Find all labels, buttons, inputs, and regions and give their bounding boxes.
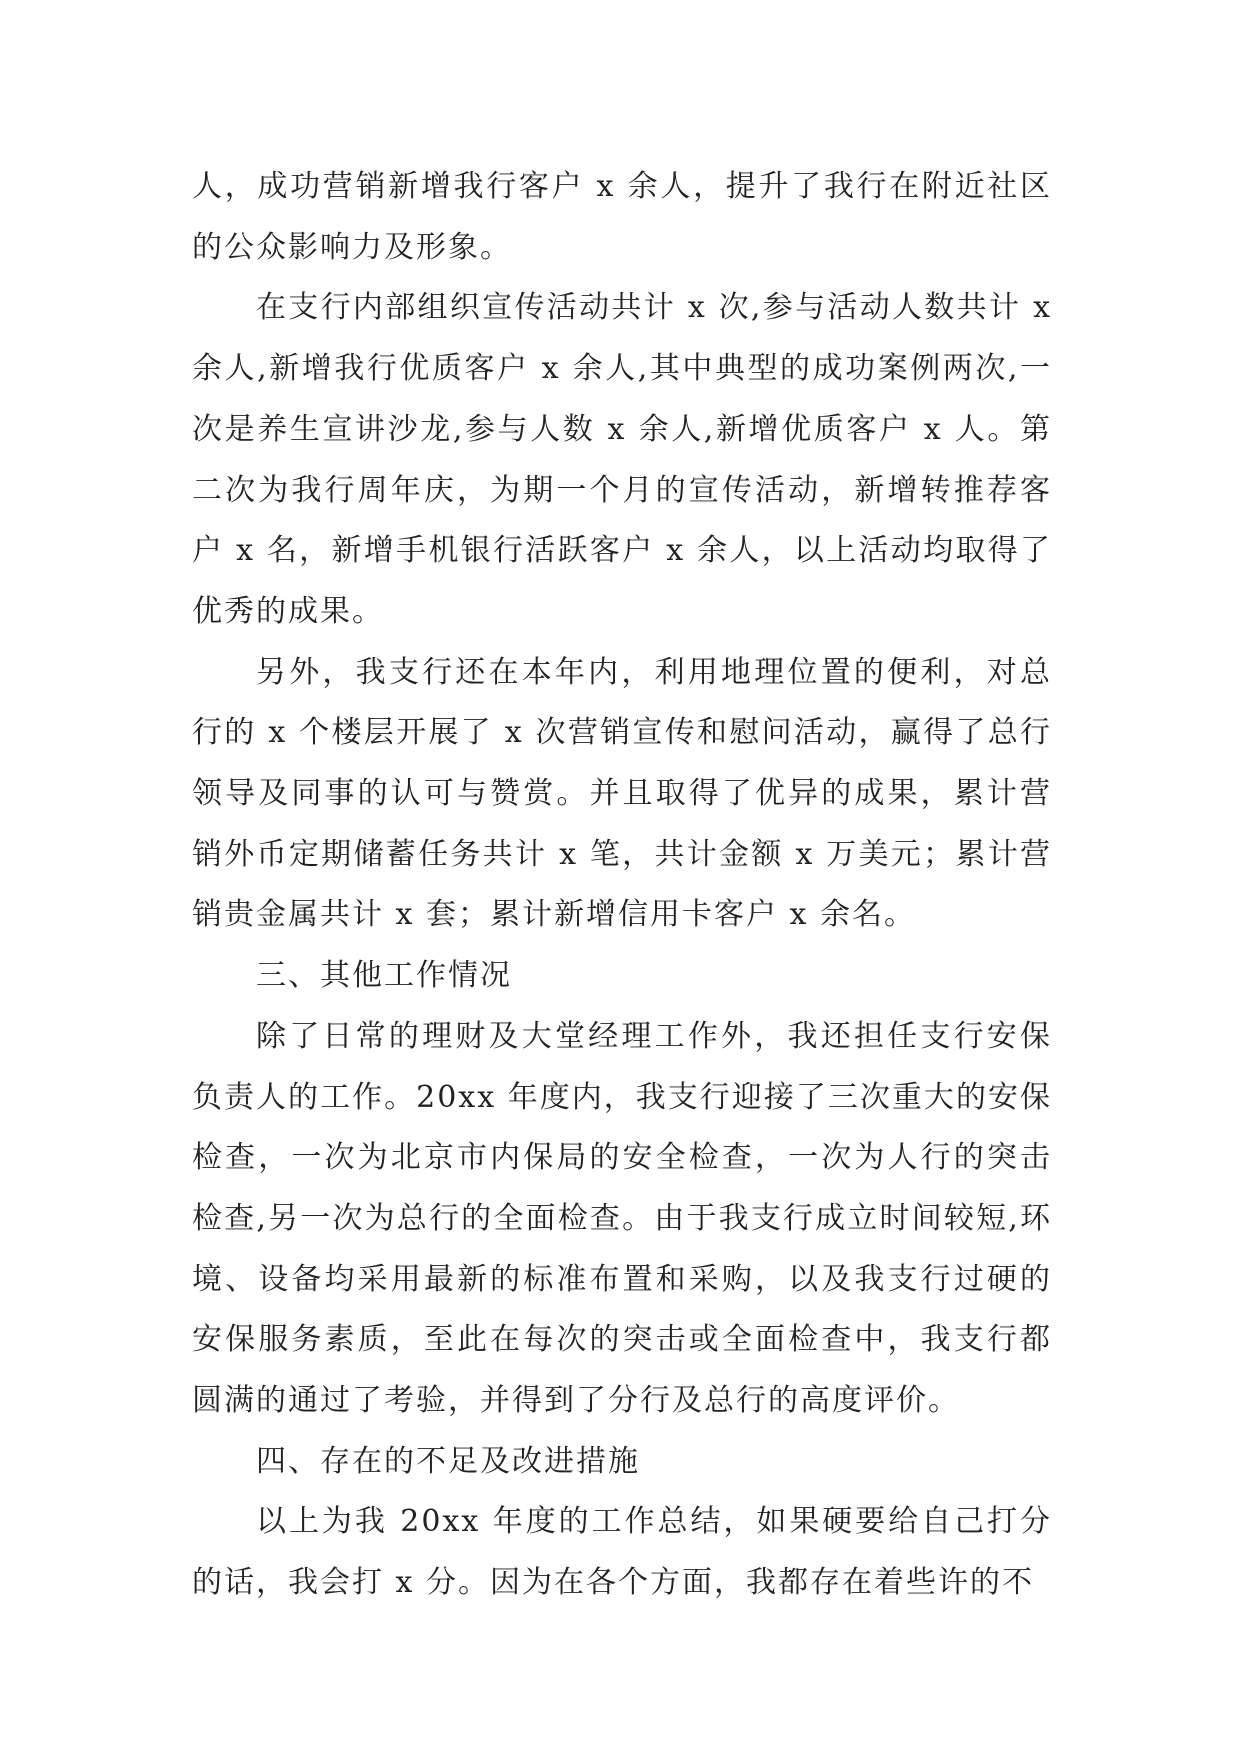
section-heading-other-work: 三、其他工作情况 [256, 958, 512, 994]
paragraph-head-office-marketing: 另外，我支行还在本年内，利用地理位置的便利，对总行的 x 个楼层开展了 x 次营销宣传和慰问活动，赢得了总行领导及同事的认可与赞赏。并且取得了优异的成果，累计营销外币定期储蓄任务共计 x 笔，共计金额 x 万美元；累计营销贵金属共计 x 套；累计新增信用卡客户 x 余名。 [192, 654, 1052, 933]
paragraph-security-work: 除了日常的理财及大堂经理工作外，我还担任支行安保负责人的工作。20xx 年度内，我支行迎接了三次重大的安保检查，一次为北京市内保局的安全检查，一次为人行的突击检查,另一次为总行的全面检查。由于我支行成立时间较短,环境、设备均采用最新的标准布置和采购，以及我支行过硬的安保服务素质，至此在每次的突击或全面检查中，我支行都圆满的通过了考验，并得到了分行及总行的高度评价。 [192, 1018, 1052, 1419]
paragraph-promotion-activities: 在支行内部组织宣传活动共计 x 次,参与活动人数共计 x 余人,新增我行优质客户 x 余人,其中典型的成功案例两次,一次是养生宣讲沙龙,参与人数 x 余人,新增优质客户 x 人。第二次为我行周年庆，为期一个月的宣传活动，新增转推荐客户 x 名，新增手机银行活跃客户 x 余人，以上活动均取得了优秀的成果。 [192, 290, 1052, 629]
section-heading-shortcomings: 四、存在的不足及改进措施 [256, 1443, 640, 1479]
paragraph-self-assessment: 以上为我 20xx 年度的工作总结，如果硬要给自己打分的话，我会打 x 分。因为在各个方面，我都存在着些许的不 [192, 1504, 1052, 1601]
document-body [192, 157, 1052, 1614]
paragraph-continuation: 人，成功营销新增我行客户 x 余人，提升了我行在附近社区的公众影响力及形象。 [192, 169, 1052, 265]
